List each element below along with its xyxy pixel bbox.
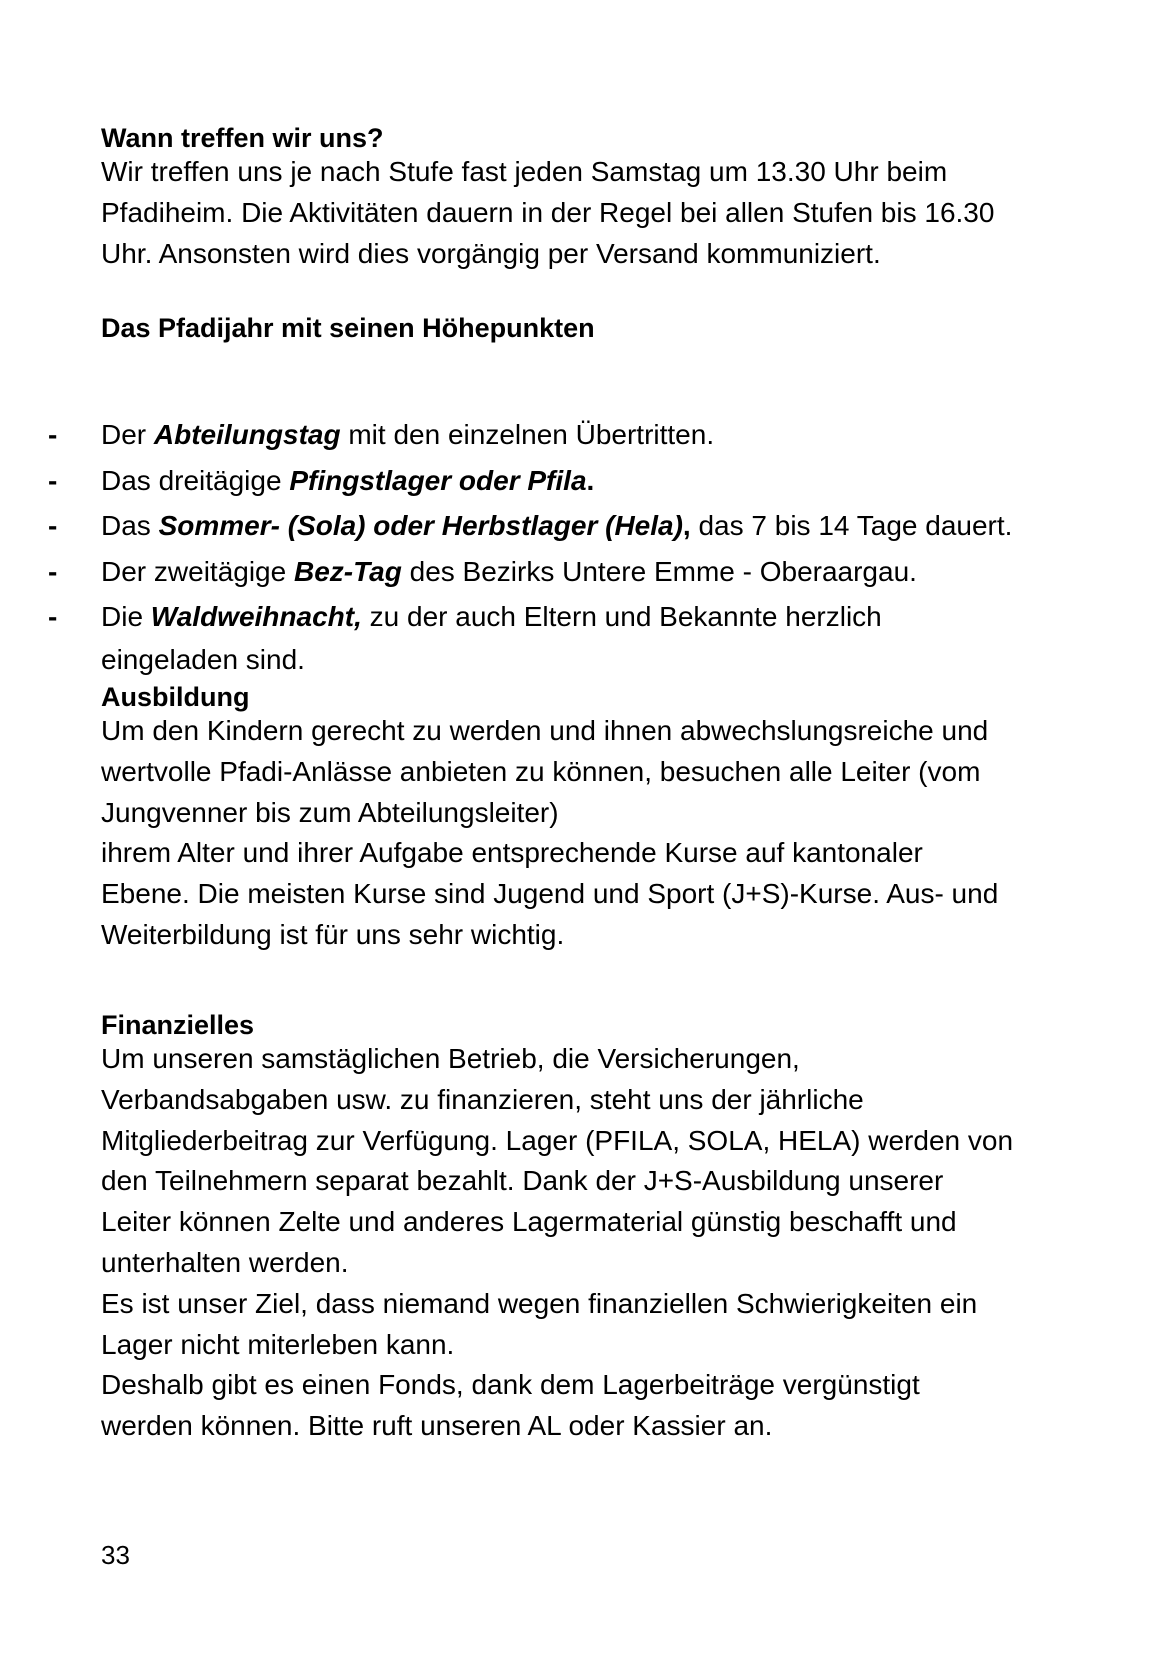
list-item	[0, 458, 1169, 504]
emphasis: Waldweihnacht,	[150, 601, 362, 632]
text-line: Uhr. Ansonsten wird dies vorgängig per Versand kommuniziert.	[101, 237, 881, 269]
list-item-text: Der zweitägige Bez-Tag des Bezirks Untere Emme - Oberaargau.	[101, 555, 917, 587]
text-line: unterhalten werden.	[101, 1246, 349, 1278]
text-line: werden können. Bitte ruft unseren AL oder Kassier an.	[101, 1410, 773, 1442]
text-line: Wir treffen uns je nach Stufe fast jeden Samstag um 13.30 Uhr beim	[101, 156, 948, 187]
text-line: wertvolle Pfadi-Anlässe anbieten zu können, besuchen alle Leiter (vom	[101, 755, 981, 787]
list-item	[0, 594, 1169, 680]
text-line: Ebene. Die meisten Kurse sind Jugend und Sport (J+S)-Kurse. Aus- und	[101, 878, 999, 910]
list-item-text: Das dreitägige Pfingstlager oder Pfila.	[101, 464, 595, 496]
list-item-text: Die Waldweihnacht, zu der auch Eltern und Bekannte herzlich	[101, 601, 882, 632]
list-item	[0, 412, 1169, 458]
text-line: Mitgliederbeitrag zur Verfügung. Lager (PFILA, SOLA, HELA) werden von	[101, 1124, 1014, 1156]
text-line: Um den Kindern gerecht zu werden und ihnen abwechslungsreiche und	[101, 715, 989, 746]
text-line: Weiterbildung ist für uns sehr wichtig.	[101, 918, 565, 950]
text-line: Verbandsabgaben usw. zu finanzieren, steht uns der jährliche	[101, 1083, 864, 1115]
text-line: Pfadiheim. Die Aktivitäten dauern in der Regel bei allen Stufen bis 16.30	[101, 196, 995, 228]
emphasis: Bez-Tag	[293, 555, 402, 587]
paragraph-training	[101, 711, 1101, 956]
text-line: ihrem Alter und ihrer Aufgabe entsprechende Kurse auf kantonaler	[101, 837, 923, 869]
text-line: Leiter können Zelte und anderes Lagermaterial günstig beschafft und	[101, 1206, 957, 1238]
list-item-text: Das Sommer- (Sola) oder Herbstlager (Hela), das 7 bis 14 Tage dauert.	[101, 510, 1013, 541]
list-item	[0, 503, 1169, 549]
paragraph-meeting-times	[101, 152, 1101, 274]
section-heading-highlights: Das Pfadijahr mit seinen Höhepunkten	[101, 313, 595, 343]
list-item-text: Der Abteilungstag mit den einzelnen Übertritten.	[101, 419, 715, 450]
section-heading-meeting-times: Wann treffen wir uns?	[101, 123, 384, 153]
text-line: den Teilnehmern separat bezahlt. Dank der J+S-Ausbildung unserer	[101, 1165, 944, 1197]
bullet-dash: -	[48, 601, 58, 632]
text-line: Um unseren samstäglichen Betrieb, die Versicherungen,	[101, 1043, 800, 1074]
text-line: Es ist unser Ziel, dass niemand wegen finanziellen Schwierigkeiten ein	[101, 1287, 978, 1319]
section-heading-finances: Finanzielles	[101, 1010, 255, 1040]
bullet-dash: -	[48, 555, 58, 587]
bullet-dash: -	[48, 464, 58, 496]
emphasis: Sommer- (Sola) oder Herbstlager (Hela)	[158, 510, 683, 541]
highlights-list	[0, 412, 1169, 680]
list-item-continuation: eingeladen sind.	[101, 643, 305, 675]
text-line: Lager nicht miterleben kann.	[101, 1328, 455, 1360]
paragraph-finances	[101, 1039, 1101, 1447]
list-item	[0, 549, 1169, 595]
bullet-dash: -	[48, 419, 58, 450]
text-line: Jungvenner bis zum Abteilungsleiter)	[101, 796, 559, 828]
page-number: 33	[101, 1540, 130, 1570]
section-heading-training: Ausbildung	[101, 682, 250, 712]
text-line: Deshalb gibt es einen Fonds, dank dem Lagerbeiträge vergünstigt	[101, 1369, 920, 1401]
emphasis: Pfingstlager oder Pfila	[289, 464, 587, 496]
bullet-dash: -	[48, 510, 58, 541]
emphasis: Abteilungstag	[153, 419, 341, 450]
